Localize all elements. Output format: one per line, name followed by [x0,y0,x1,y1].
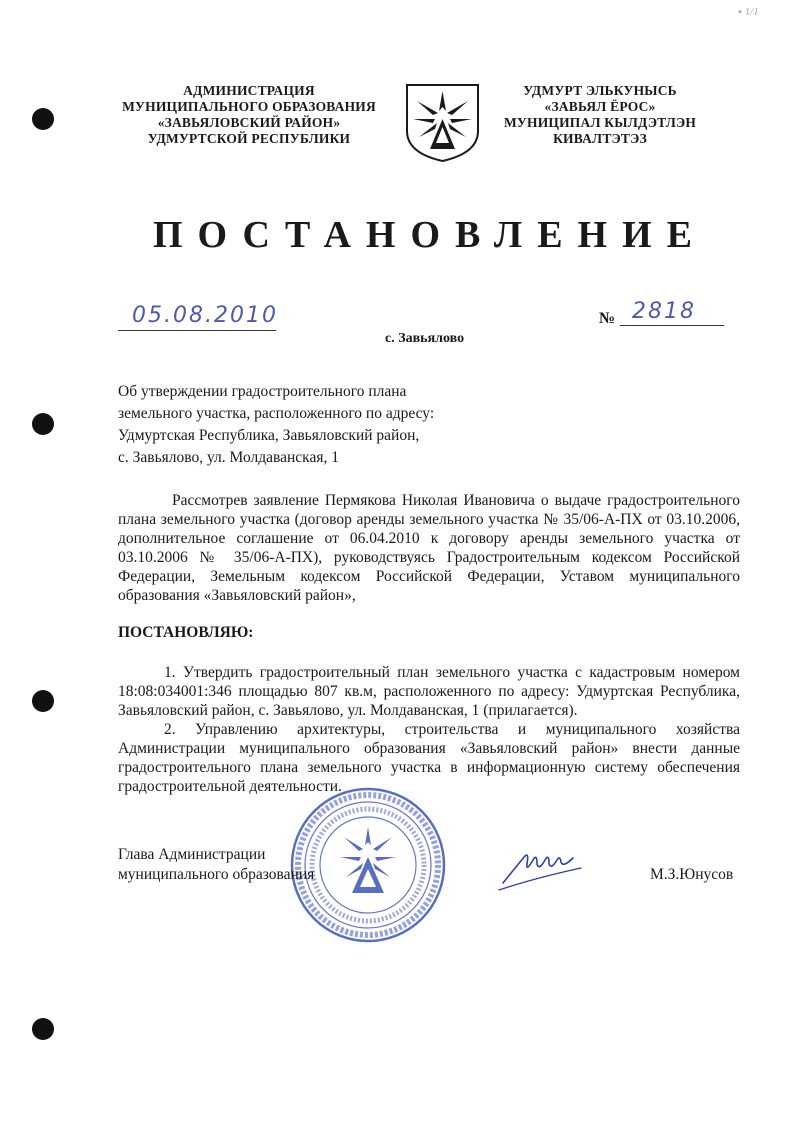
header-right-line: «ЗАВЬЯЛ ЁРОС» [544,99,656,114]
coat-of-arms-icon [405,83,480,163]
resolution-item-2: 2. Управлению архитектуры, строительства и муниципального хозяйства Администрации муниципального образования «Завьяловский район» внести данные градостроительного плана земельного участка в информационную систему обеспечения градостроительной деятельности. [118,721,740,795]
header-left-line: УДМУРТСКОЙ РЕСПУБЛИКИ [147,131,351,146]
header-right-line: МУНИЦИПАЛ КЫЛДЭТЛЭН [503,115,697,130]
punch-hole [32,108,54,130]
subject-line: Удмуртская Республика, Завьяловский район, [118,427,420,444]
date-underline [118,330,276,331]
corner-mark: ▪ 1/1 [738,6,759,18]
handwritten-signature [495,838,585,893]
header-left-line: «ЗАВЬЯЛОВСКИЙ РАЙОН» [157,115,341,130]
signatory-name: М.З.Юнусов [650,866,734,883]
resolution-item-1: 1. Утвердить градостроительный план земельного участка с кадастровым номером 18:08:034001:346 площадью 807 кв.м, расположенного по адресу: Удмуртская Республика, Завьяловский район, с. Завьялово, ул. Молдаванская, 1 (прилагается). [118,664,740,719]
subject-line: с. Завьялово, ул. Молдаванская, 1 [118,449,339,466]
punch-hole [32,690,54,712]
header-right-line: КИВАЛТЭТЭЗ [553,131,647,146]
position-line: муниципального образования [118,866,315,883]
number-sign: № [599,310,616,327]
header-left-line: МУНИЦИПАЛЬНОГО ОБРАЗОВАНИЯ [122,99,376,114]
intro-paragraph: Рассмотрев заявление Пермякова Николая Ивановича о выдаче градостроительного плана земельного участка (договор аренды земельного участка № 35/06-А-ПХ от 03.10.2006, дополнительное соглашение от 06.04.2010 к договору аренды земельного участка от 03.10.2006 № 35/06-А-ПХ), руководствуясь Градостроительным кодексом Российской Федерации, Земельным кодексом Российской Федерации, Уставом муниципального образования «Завьяловский район», [118,492,740,604]
punch-hole [32,1018,54,1040]
punch-hole [32,413,54,435]
number-underline [620,325,724,326]
header-right [500,83,700,147]
header-right-line: УДМУРТ ЭЛЬКУНЫСЬ [523,83,677,98]
handwritten-date: 05.08.2010 [132,303,278,328]
handwritten-number: 2818 [632,299,696,324]
header-left [118,83,380,147]
place-of-issue: с. Завьялово [385,331,465,346]
signatory-position [118,845,314,885]
position-line: Глава Администрации [118,846,266,863]
resolve-heading: ПОСТАНОВЛЯЮ: [118,624,254,641]
subject-heading [118,381,434,469]
subject-line: Об утверждении градостроительного плана [118,383,407,400]
subject-line: земельного участка, расположенного по адресу: [118,405,435,422]
header-left-line: АДМИНИСТРАЦИЯ [183,83,315,98]
document-title: ПОСТАНОВЛЕНИЕ [152,214,708,256]
